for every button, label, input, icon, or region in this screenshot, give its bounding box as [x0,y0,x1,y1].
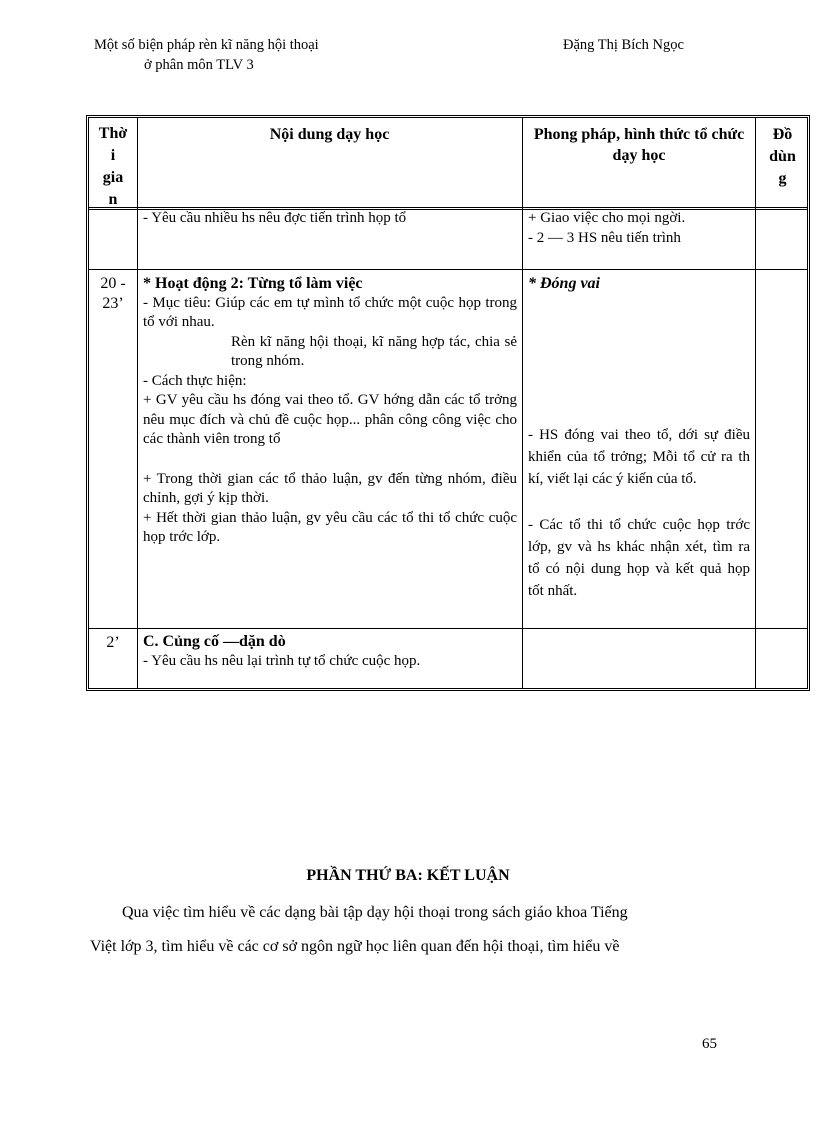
row-divider [89,269,807,270]
row-divider [89,628,807,629]
row3-content: C. Củng cố —dặn dò - Yêu cầu hs nêu lại trình tự tổ chức cuộc họp. [143,632,517,671]
col-header-time: Thờ i gia n [98,125,128,208]
row2-content: * Hoạt động 2: Từng tổ làm việc - Mục tiêu: Giúp các em tự mình tổ chức một cuộc họp trong tổ với nhau. Rèn kĩ năng hội thoại, kĩ năng hợp tác, chia sẻ trong nhóm. - Cách thực hiện: + GV yêu cầu hs đóng vai theo tổ. GV hớng dẫn các tổ trởng nêu mục đích và chủ đề cuộc họp... phân công công việc cho các thành viên trong tổ + Trong thời gian các tổ thảo luận, gv đến từng nhóm, điều chỉnh, gợi ý kịp thời. + Hết thời gian thảo luận, gv yêu cầu các tổ thi tổ chức cuộc họp trớc lớp. [143,275,517,545]
running-header-title [94,35,424,75]
conclusion-paragraph: Qua việc tìm hiểu về các dạng bài tập dạy hội thoại trong sách giáo khoa Tiếng Việt lớp 3, tìm hiểu về các cơ sở ngôn ngữ học liên quan đến hội thoại, tìm hiểu về [90,904,628,955]
row1-method: + Giao việc cho mọi ngời. - 2 — 3 HS nêu tiến trình [528,210,686,246]
activity-title: * Hoạt động 2: Từng tổ làm việc [143,275,363,292]
col-divider [137,118,138,688]
col-divider [522,118,523,688]
lesson-table [86,115,810,691]
running-header-author: Đặng Thị Bích Ngọc [563,37,684,53]
col-divider [755,118,756,688]
page-number: 65 [702,1036,717,1052]
consolidation-title: C. Củng cố —dặn dò [143,633,286,650]
header-title-line2: ở phân môn TLV 3 [144,57,254,73]
section-title: PHẦN THỨ BA: KẾT LUẬN [306,867,510,884]
row2-time: 20 - 23’ [100,275,126,312]
row3-time: 2’ [106,634,120,651]
col-header-equipment: Đồ dùn g [769,126,796,187]
header-title-line1: Một số biện pháp rèn kĩ năng hội thoại [94,37,319,53]
col-header-content: Nội dung dạy học [269,126,390,143]
col-header-method: Phong pháp, hình thức tổ chức dạy học [533,126,745,164]
method-title: * Đóng vai [528,275,600,292]
row2-method: * Đóng vai - HS đóng vai theo tổ, dới sự điều khiển của tổ trởng; Mỗi tổ cử ra th kí, viết lại các ý kiến của tổ. - Các tổ thi tổ chức cuộc họp trớc lớp, gv và hs khác nhận xét, tìm ra tổ có nội dung họp và kết quả họp tốt nhất. [528,275,750,599]
row1-content: - Yêu cầu nhiều hs nêu đợc tiến trình họp tổ [143,210,407,226]
